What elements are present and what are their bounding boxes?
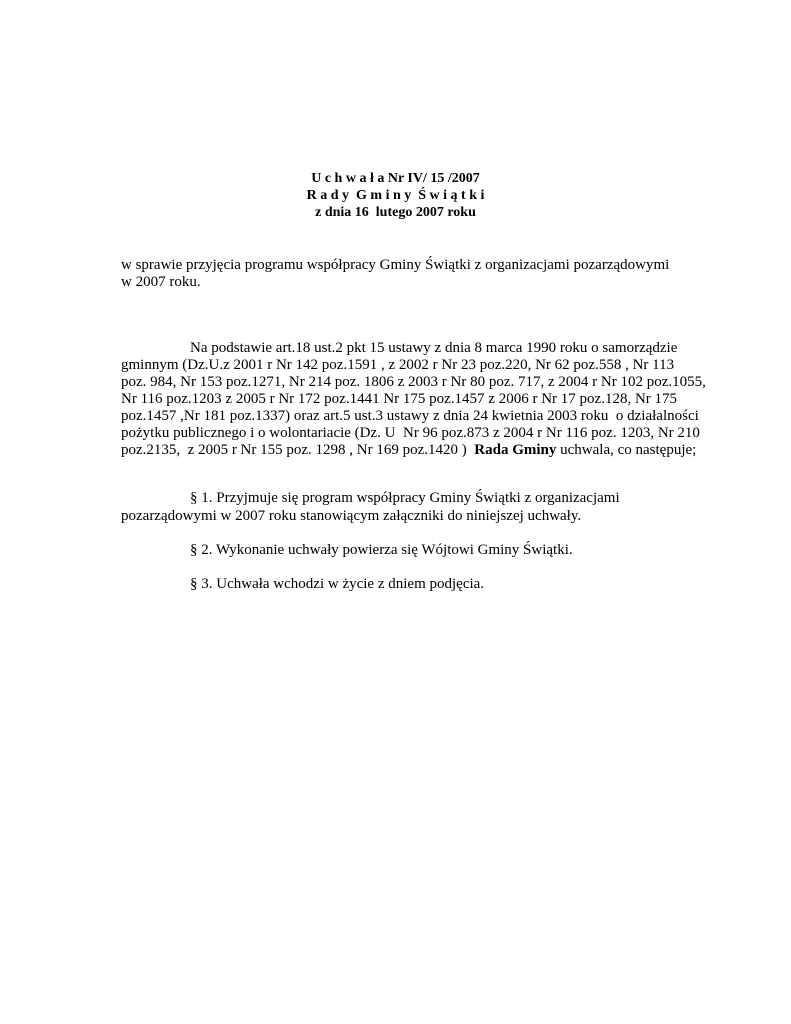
council-bold-name: Rada Gminy bbox=[474, 442, 557, 458]
legal-basis-text: uchwala, co następuje; bbox=[556, 442, 697, 458]
council-name: R a d y G m i n y Ś w i ą t k i bbox=[306, 188, 485, 203]
legal-basis-line: Na podstawie art.18 ust.2 pkt 15 ustawy z dnia 8 marca 1990 roku o samorządzie bbox=[190, 340, 678, 356]
legal-basis bbox=[121, 340, 706, 459]
paragraph-line: pozarządowymi w 2007 roku stanowiącym załączniki do niniejszej uchwały. bbox=[121, 508, 582, 524]
legal-basis-text: poz.2135, z 2005 r Nr 155 poz. 1298 , Nr 169 poz.1420 ) bbox=[121, 442, 475, 458]
resolution-number: U c h w a ł a Nr IV/ 15 /2007 bbox=[311, 171, 480, 186]
resolution-date: z dnia 16 lutego 2007 roku bbox=[315, 205, 476, 220]
legal-basis-line: Nr 116 poz.1203 z 2005 r Nr 172 poz.1441 Nr 175 poz.1457 z 2006 r Nr 17 poz.128, Nr 175 bbox=[121, 391, 678, 407]
paragraph-line: § 2. Wykonanie uchwały powierza się Wójtowi Gminy Świątki. bbox=[190, 542, 573, 558]
legal-basis-line: pożytku publicznego i o wolontariacie (Dz. U Nr 96 poz.873 z 2004 r Nr 116 poz. 1203, Nr 210 bbox=[121, 425, 700, 441]
paragraph-3 bbox=[121, 575, 701, 593]
subject-line: w 2007 roku. bbox=[121, 274, 201, 290]
legal-basis-line: gminnym (Dz.U.z 2001 r Nr 142 poz.1591 , z 2002 r Nr 23 poz.220, Nr 62 poz.558 , Nr 113 bbox=[121, 357, 675, 373]
legal-basis-line bbox=[121, 442, 701, 459]
legal-basis-line: poz. 984, Nr 153 poz.1271, Nr 214 poz. 1806 z 2003 r Nr 80 poz. 717, z 2004 r Nr 102 poz.1055, bbox=[121, 374, 706, 390]
paragraph-1 bbox=[121, 489, 701, 525]
paragraph-2 bbox=[121, 541, 701, 559]
paragraph-line: § 1. Przyjmuje się program współpracy Gminy Świątki z organizacjami bbox=[190, 490, 620, 506]
resolution-title bbox=[0, 170, 791, 221]
resolution-subject bbox=[121, 257, 681, 291]
subject-line: w sprawie przyjęcia programu współpracy Gminy Świątki z organizacjami pozarządowymi bbox=[121, 257, 670, 273]
paragraph-line: § 3. Uchwała wchodzi w życie z dniem podjęcia. bbox=[190, 576, 485, 592]
legal-basis-line: poz.1457 ,Nr 181 poz.1337) oraz art.5 ust.3 ustawy z dnia 24 kwietnia 2003 roku o działalności bbox=[121, 408, 699, 424]
